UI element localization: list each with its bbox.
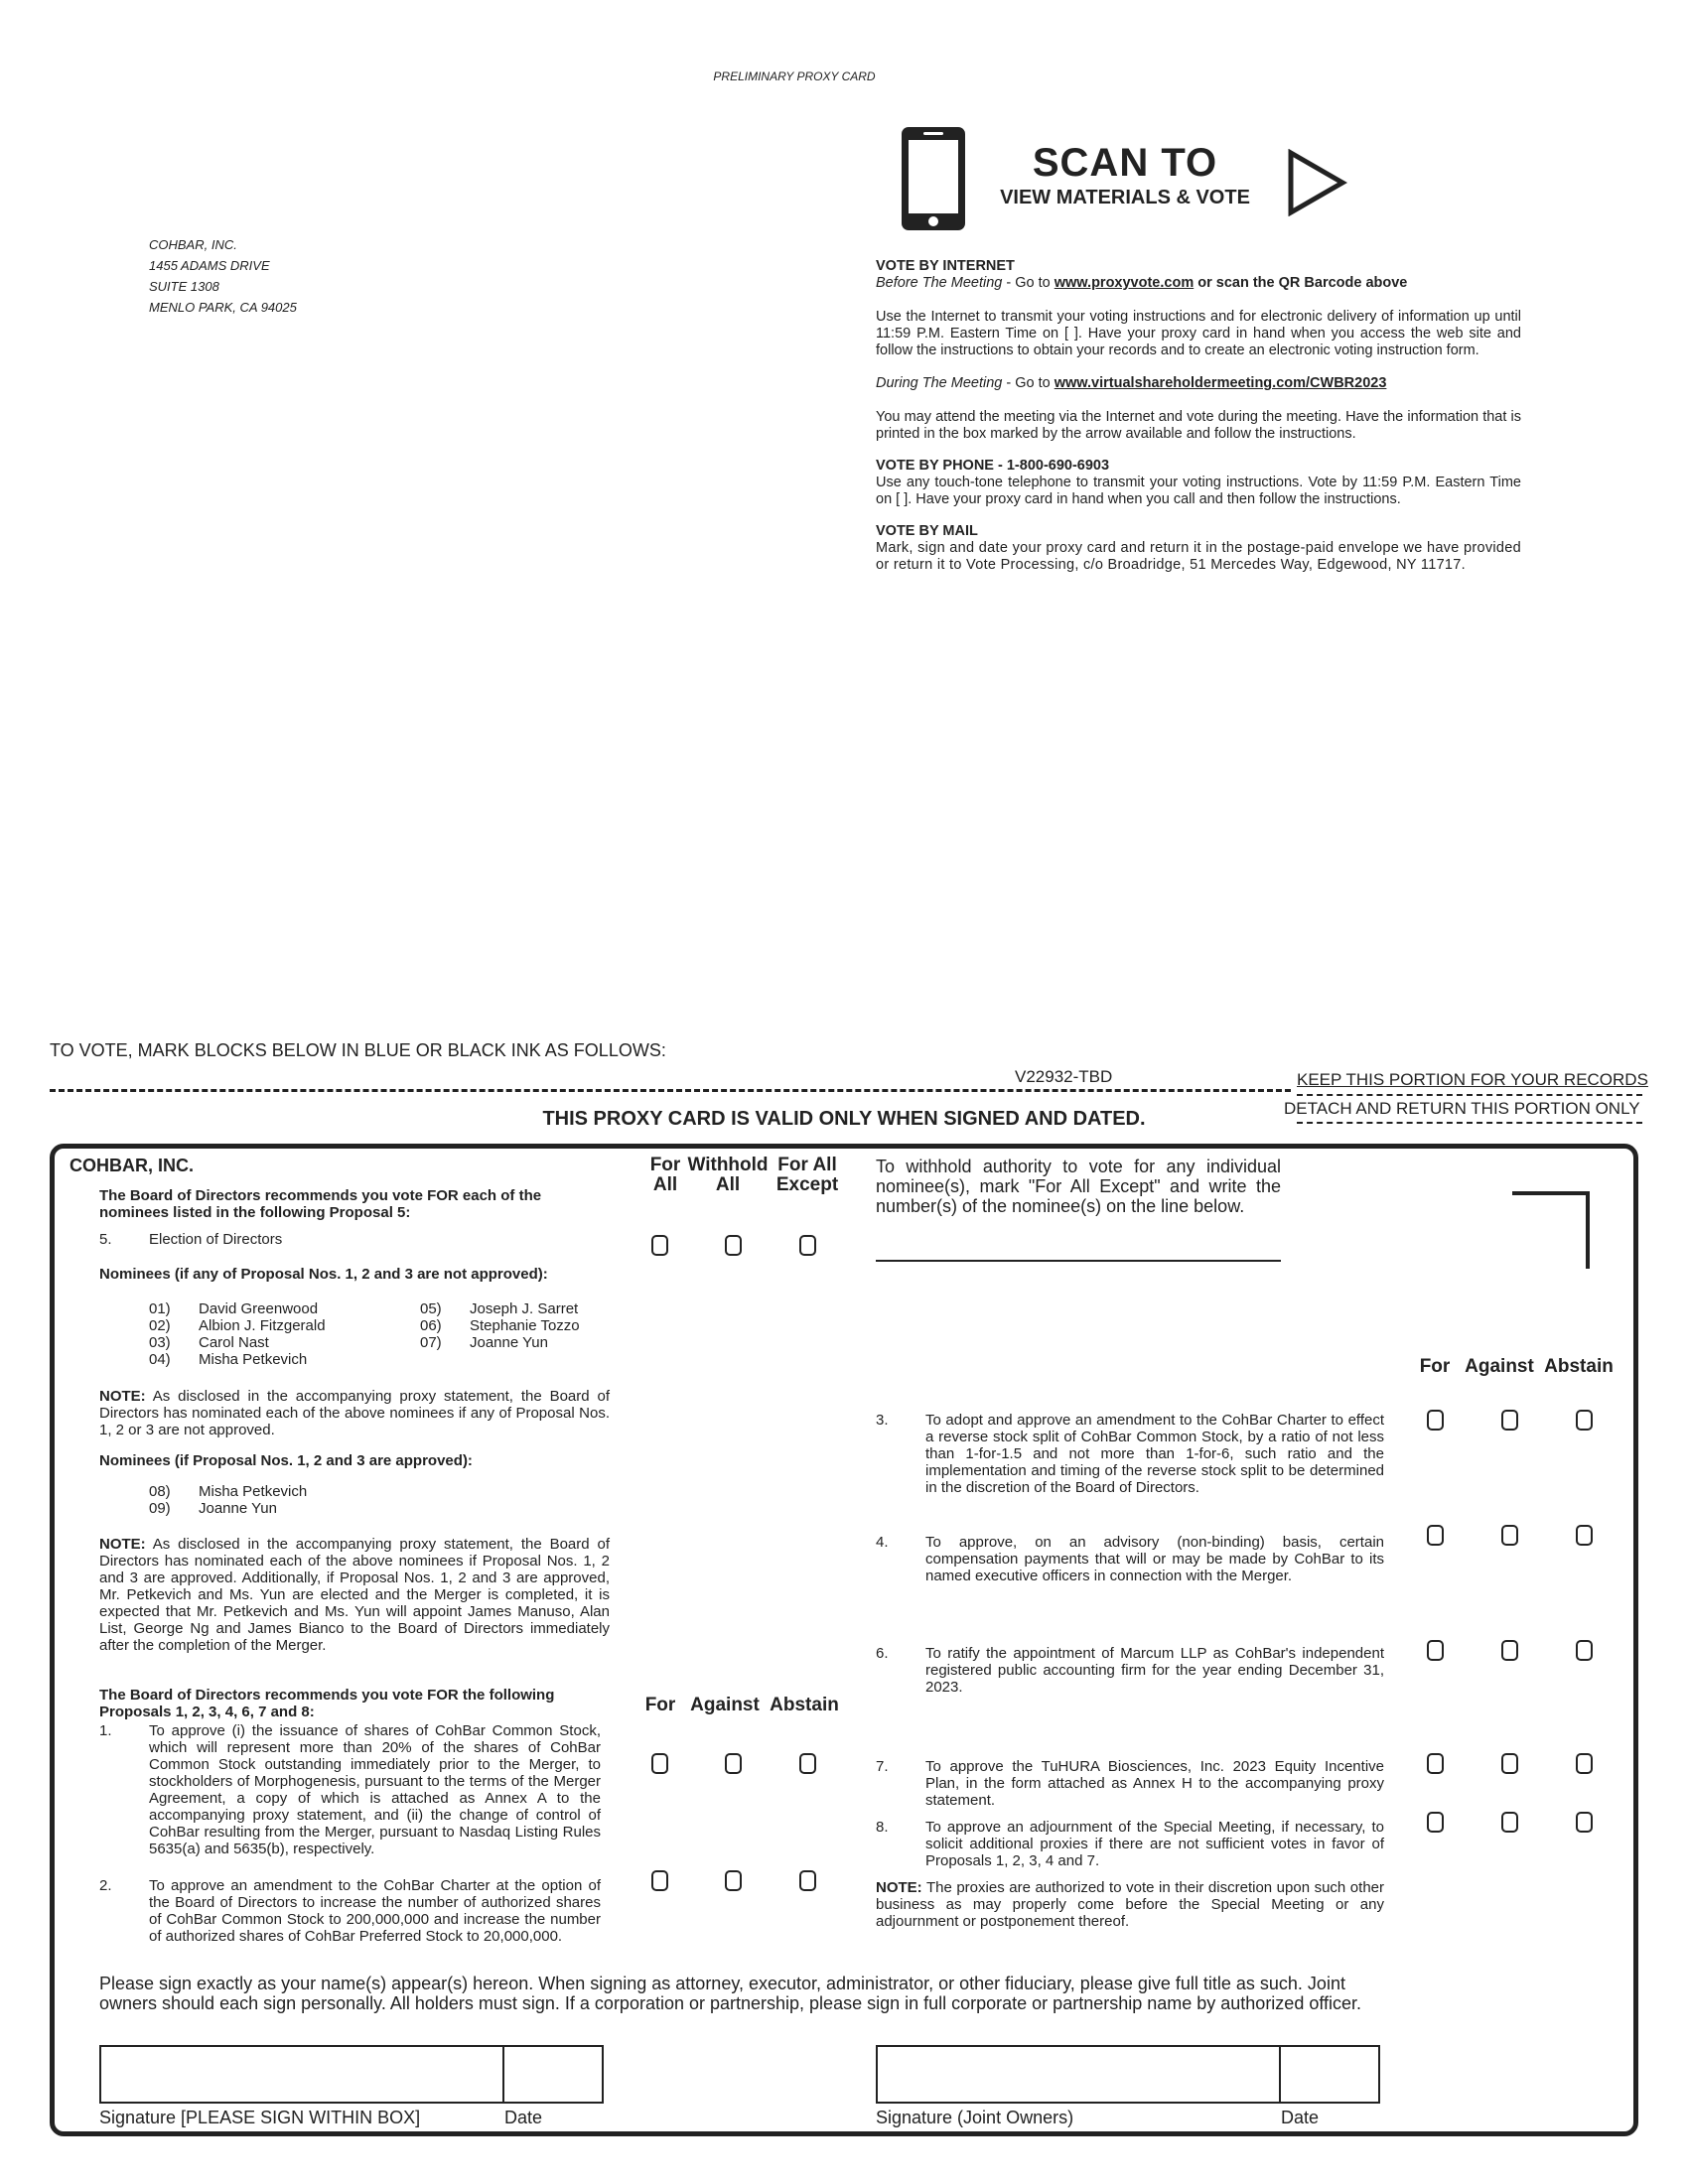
nominee [149, 1300, 326, 1317]
phone-icon [899, 124, 968, 238]
mark-instruction: TO VOTE, MARK BLOCKS BELOW IN BLUE OR BLACK INK AS FOLLOWS: [50, 1040, 666, 1060]
col-against: Against [1465, 1356, 1534, 1377]
card-company-name: COHBAR, INC. [70, 1156, 194, 1175]
proposal-number: 2. [99, 1877, 112, 1894]
nominee [420, 1334, 580, 1351]
qr-text: or scan the QR Barcode above [1194, 275, 1408, 291]
nominee-number: 05) [420, 1300, 442, 1317]
internet-text: Use the Internet to transmit your voting instructions and for electronic delivery of information up until 11:59 P.M. Eastern Time on [ ]. Have your proxy card in hand when you access the web site and follow the instructions to obtain your records and to create an electronic voting instruction form. [876, 309, 1521, 358]
before-meeting-line [876, 275, 1521, 292]
virtual-meeting-link[interactable]: www.virtualshareholdermeeting.com/CWBR2023 [1054, 375, 1387, 391]
p5-text: Election of Directors [149, 1231, 283, 1248]
proposal-3-text: To adopt and approve an amendment to the CohBar Charter to effect a reverse stock split of CohBar Common Stock, by a ratio of not less than 1-for-1.5 and not more than 1-for-6, such ratio and the implementation and timing of the reverse stock split to be determined in the discretion of the Board of Directors. [925, 1412, 1384, 1496]
keep-portion-label: KEEP THIS PORTION FOR YOUR RECORDS [1297, 1070, 1648, 1089]
nominee-list-approved [149, 1483, 307, 1517]
col-abstain: Abstain [1544, 1356, 1614, 1377]
proposal-4-abstain[interactable] [1576, 1525, 1593, 1546]
nominee [149, 1500, 307, 1517]
proposal-4-text: To approve, on an advisory (non-binding) basis, certain compensation payments that will or may be made by CohBar to its named executive officers in connection with the Merger. [925, 1534, 1384, 1584]
proposal-7-for[interactable] [1427, 1753, 1444, 1774]
nominee [420, 1317, 580, 1334]
note-label: NOTE: [99, 1536, 146, 1553]
joint-date-label: Date [1281, 2108, 1320, 2127]
proposal-6-against[interactable] [1501, 1640, 1518, 1661]
nominee-list-left [149, 1300, 326, 1368]
col-for-all-except: For All Except [775, 1155, 839, 1195]
proposal-2-text: To approve an amendment to the CohBar Charter at the option of the Board of Directors to increase the number of authorized shares of CohBar Common Stock to 200,000,000 and increase the number of authorized shares of CohBar Preferred Stock to 20,000,000. [149, 1877, 601, 1945]
corner-mark [1512, 1191, 1590, 1269]
preliminary-label: PRELIMINARY PROXY CARD [713, 69, 876, 83]
nominee-number: 06) [420, 1317, 442, 1334]
board-rec-proposal5: The Board of Directors recommends you vote FOR each of the nominees listed in the following Proposal 5: [99, 1187, 542, 1221]
during-meeting-line [876, 375, 1521, 392]
nominee [420, 1300, 580, 1317]
proposal-6-text: To ratify the appointment of Marcum LLP as CohBar's independent registered public accounting firm for the year ending December 31, 2023. [925, 1645, 1384, 1696]
during-text: You may attend the meeting via the Internet and vote during the meeting. Have the information that is printed in the box marked by the arrow available and follow the instructions. [876, 409, 1521, 442]
dashed-cut-line [50, 1089, 1291, 1092]
nominee-name: Albion J. Fitzgerald [199, 1317, 326, 1334]
voting-instructions [876, 258, 1521, 574]
nominee-list-right [420, 1300, 580, 1351]
proxyvote-link[interactable]: www.proxyvote.com [1054, 275, 1195, 291]
vote-internet-title: VOTE BY INTERNET [876, 258, 1015, 274]
valid-notice: THIS PROXY CARD IS VALID ONLY WHEN SIGNED AND DATED. [542, 1108, 1146, 1130]
note-1 [99, 1388, 610, 1438]
detach-dashes [1297, 1094, 1642, 1096]
during-meeting-label: During The Meeting [876, 375, 1003, 391]
proposal-number: 8. [876, 1819, 889, 1836]
company-address [149, 234, 297, 318]
col-for: For [1419, 1356, 1451, 1377]
for-all-except-checkbox[interactable] [799, 1235, 816, 1256]
col-against: Against [690, 1695, 760, 1715]
proposal-1-against[interactable] [725, 1753, 742, 1774]
proposal-3-against[interactable] [1501, 1410, 1518, 1431]
nominee-name: David Greenwood [199, 1300, 319, 1317]
return-underline [1297, 1122, 1642, 1124]
withhold-instructions: To withhold authority to vote for any individual nominee(s), mark "For All Except" and write the number(s) of the nominee(s) on the line below. [876, 1157, 1281, 1216]
nominee [149, 1483, 307, 1500]
note-label: NOTE: [876, 1879, 922, 1896]
nominee [149, 1351, 326, 1368]
proposal-7-text: To approve the TuHURA Biosciences, Inc. 2023 Equity Incentive Plan, in the form attached as Annex H to the accompanying proxy statement. [925, 1758, 1384, 1809]
col-for-all: For All [649, 1155, 681, 1195]
scan-to-title: SCAN TO [1032, 141, 1218, 185]
note-2 [99, 1536, 610, 1654]
address-line: 1455 ADAMS DRIVE [149, 258, 270, 273]
proposal-7-against[interactable] [1501, 1753, 1518, 1774]
col-for: For [644, 1695, 676, 1715]
proposal-2-for[interactable] [651, 1870, 668, 1891]
proposal-number: 1. [99, 1722, 112, 1739]
mail-text: Mark, sign and date your proxy card and return it in the postage-paid envelope we have provided or return it to Vote Processing, c/o Broadridge, 51 Mercedes Way, Edgewood, NY 11717. [876, 540, 1521, 573]
nominees-not-approved-heading: Nominees (if any of Proposal Nos. 1, 2 and 3 are not approved): [99, 1266, 548, 1283]
nominee-name: Joanne Yun [199, 1500, 277, 1517]
note-3 [876, 1879, 1384, 1930]
proposal-4-against[interactable] [1501, 1525, 1518, 1546]
address-line: SUITE 1308 [149, 279, 219, 294]
note-2-text: As disclosed in the accompanying proxy statement, the Board of Directors has nominated each of the above nominees if Proposal Nos. 1, 2 and 3 are approved. Additionally, if Proposal Nos. 1, 2 and 3 are approved, Mr. Petkevich and Ms. Yun are elected and the Merger is completed, it is expected that Mr. Petkevich and Ms. Yun will appoint James Manuso, Alan List, George Ng and James Bianco to the Board of Directors immediately after the completion of the Merger. [99, 1536, 610, 1654]
proposal-8-against[interactable] [1501, 1812, 1518, 1833]
proposal-number: 4. [876, 1534, 889, 1551]
proposal-1-for[interactable] [651, 1753, 668, 1774]
proposal-number: 7. [876, 1758, 889, 1775]
address-line: COHBAR, INC. [149, 237, 237, 252]
nominee-number: 07) [420, 1334, 442, 1351]
nominee-number: 02) [149, 1317, 171, 1334]
proposal-8-abstain[interactable] [1576, 1812, 1593, 1833]
joint-signature-box[interactable] [876, 2045, 1281, 2104]
before-meeting-label: Before The Meeting [876, 275, 1003, 291]
nominee [149, 1317, 326, 1334]
arrow-icon [1287, 149, 1348, 221]
board-rec-other: The Board of Directors recommends you vote FOR the following Proposals 1, 2, 3, 4, 6, 7 and 8: [99, 1687, 555, 1720]
note-label: NOTE: [99, 1388, 146, 1405]
proposal-number: 6. [876, 1645, 889, 1662]
nominee-number: 09) [149, 1500, 171, 1517]
signature-label: Signature [PLEASE SIGN WITHIN BOX] [99, 2108, 421, 2127]
proposal-8-text: To approve an adjournment of the Special Meeting, if necessary, to solicit additional proxies if there are not sufficient votes in favor of Proposals 1, 2, 3, 4 and 7. [925, 1819, 1384, 1869]
sign-instructions: Please sign exactly as your name(s) appear(s) hereon. When signing as attorney, executor, administrator, or other fiduciary, please give full title as such. Joint owners should each sign personally. All holders must sign. If a corporation or partnership, please sign in full corporate or partnership name by authorized officer. [99, 1974, 1362, 2013]
proposal-8-for[interactable] [1427, 1812, 1444, 1833]
col-abstain: Abstain [770, 1695, 839, 1715]
goto-text: - Go to [1002, 375, 1055, 391]
vote-phone-title: VOTE BY PHONE - 1-800-690-6903 [876, 458, 1110, 474]
return-portion-label: DETACH AND RETURN THIS PORTION ONLY [1284, 1099, 1640, 1118]
proposal-7-abstain[interactable] [1576, 1753, 1593, 1774]
proposal-2-abstain[interactable] [799, 1870, 816, 1891]
view-materials-title: VIEW MATERIALS & VOTE [1000, 187, 1250, 208]
nominee-name: Joanne Yun [470, 1334, 548, 1351]
proposal-6-for[interactable] [1427, 1640, 1444, 1661]
nominee-name: Misha Petkevich [199, 1483, 308, 1500]
proposal-1-abstain[interactable] [799, 1753, 816, 1774]
nominee-number: 08) [149, 1483, 171, 1500]
proposal-2-against[interactable] [725, 1870, 742, 1891]
withhold-nominee-line[interactable] [876, 1260, 1281, 1262]
note-1-text: As disclosed in the accompanying proxy statement, the Board of Directors has nominated each of the above nominees if any of Proposal Nos. 1, 2 or 3 are not approved. [99, 1388, 610, 1438]
goto-text: - Go to [1002, 275, 1055, 291]
nominee-number: 01) [149, 1300, 171, 1317]
withhold-all-checkbox[interactable] [725, 1235, 742, 1256]
nominee-name: Carol Nast [199, 1334, 269, 1351]
phone-text: Use any touch-tone telephone to transmit your voting instructions. Vote by 11:59 P.M. Eastern Time on [ ]. Have your proxy card in hand when you call and then follow the instructions. [876, 475, 1521, 507]
p5-number: 5. [99, 1231, 112, 1248]
nominees-approved-heading: Nominees (if Proposal Nos. 1, 2 and 3 are approved): [99, 1452, 473, 1469]
address-line: MENLO PARK, CA 94025 [149, 300, 297, 315]
note-3-text: The proxies are authorized to vote in their discretion upon such other business as may properly come before the Special Meeting or any adjournment or postponement thereof. [876, 1879, 1384, 1930]
proposal-1-text: To approve (i) the issuance of shares of CohBar Common Stock, which will represent more than 20% of the shares of CohBar Common Stock outstanding immediately prior to the Merger, to stockholders of Morphogenesis, pursuant to the terms of the Merger Agreement, a copy of which is attached as Annex A to the accompanying proxy statement, and (ii) the change of control of CohBar resulting from the Merger, pursuant to Nasdaq Listing Rules 5635(a) and 5635(b), respectively. [149, 1722, 601, 1857]
nominee-name: Misha Petkevich [199, 1351, 308, 1368]
nominee-name: Joseph J. Sarret [470, 1300, 579, 1317]
col-withhold-all: Withhold All [687, 1155, 769, 1195]
signature-box[interactable] [99, 2045, 504, 2104]
proposal-3-for[interactable] [1427, 1410, 1444, 1431]
nominee [149, 1334, 326, 1351]
for-all-checkbox[interactable] [651, 1235, 668, 1256]
control-code: V22932-TBD [1015, 1067, 1113, 1086]
nominee-number: 03) [149, 1334, 171, 1351]
vote-mail-title: VOTE BY MAIL [876, 523, 978, 539]
date-label: Date [504, 2108, 543, 2127]
joint-date-box[interactable] [1281, 2045, 1380, 2104]
proposal-number: 3. [876, 1412, 889, 1429]
proposal-6-abstain[interactable] [1576, 1640, 1593, 1661]
proposal-4-for[interactable] [1427, 1525, 1444, 1546]
nominee-name: Stephanie Tozzo [470, 1317, 580, 1334]
nominee-number: 04) [149, 1351, 171, 1368]
proposal-3-abstain[interactable] [1576, 1410, 1593, 1431]
joint-signature-label: Signature (Joint Owners) [876, 2108, 1074, 2127]
date-box[interactable] [504, 2045, 604, 2104]
